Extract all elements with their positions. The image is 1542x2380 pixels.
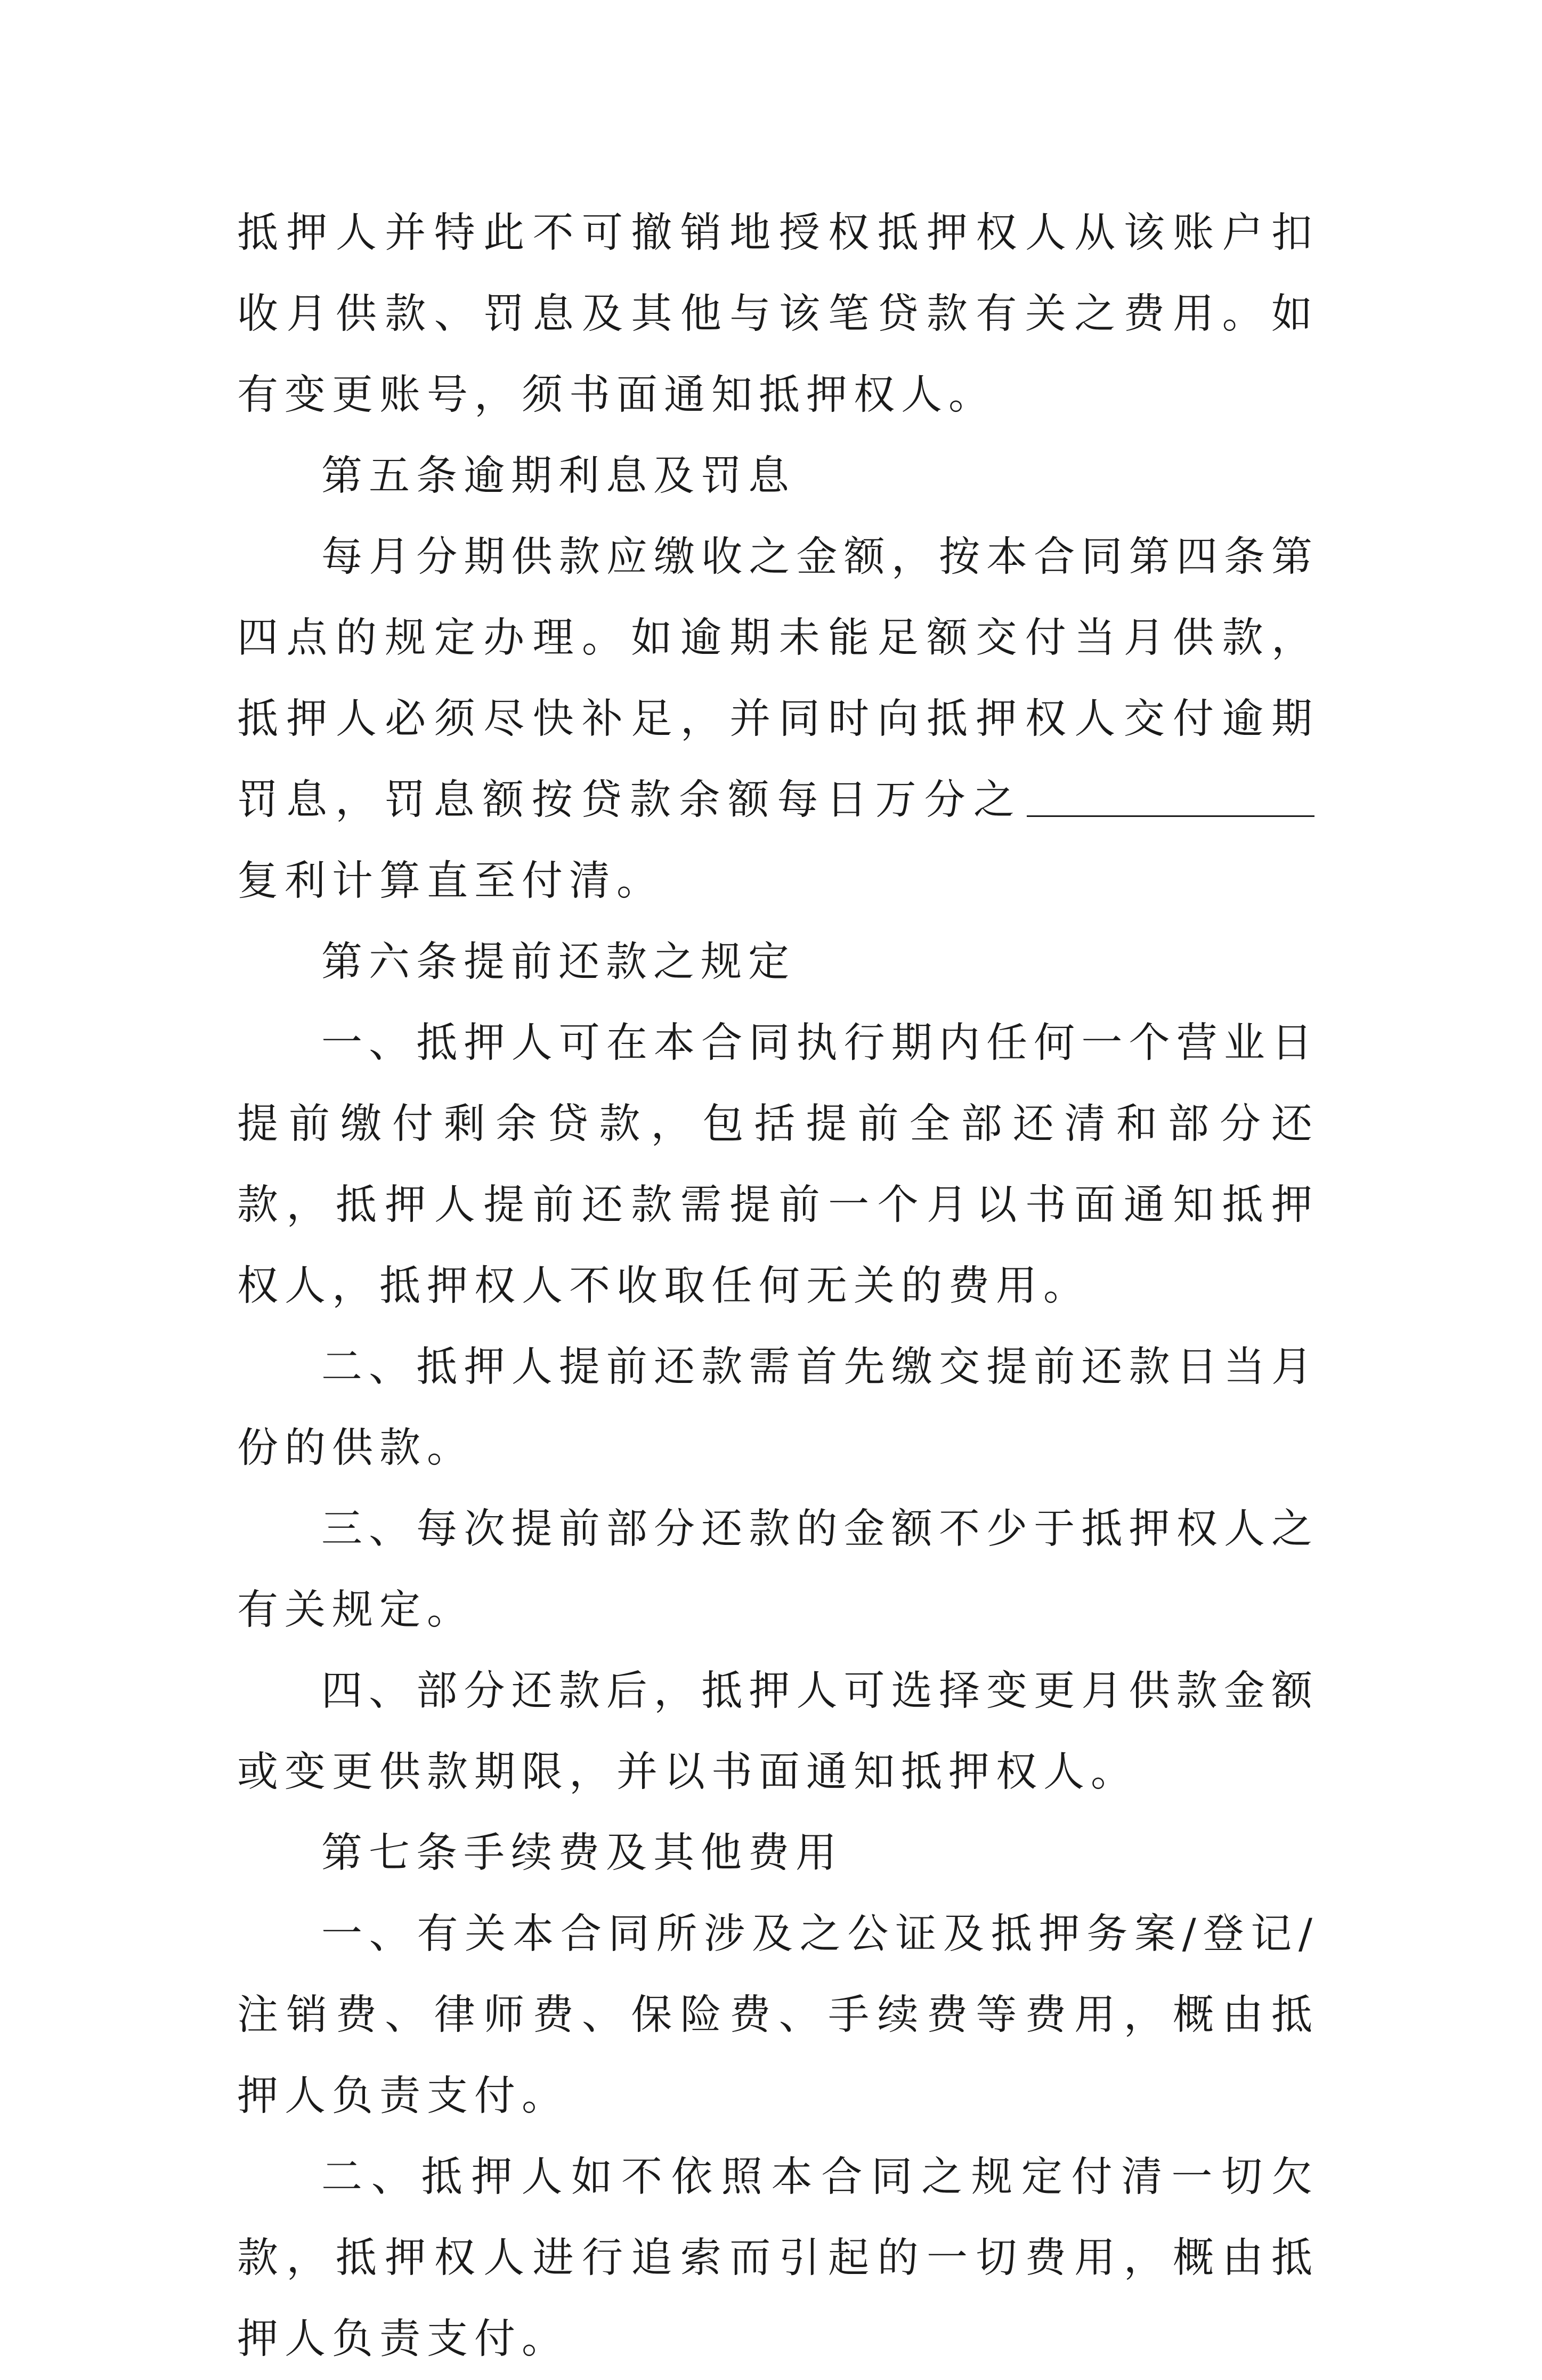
fill-in-blank <box>1027 815 1314 817</box>
clause-7-1: 一、有关本合同所涉及之公证及抵押务案/登记/注销费、律师费、保险费、手续费等费用，概由抵押人负责支付。 <box>237 1911 1319 2120</box>
section-heading-6: 第六条提前还款之规定 <box>321 938 796 986</box>
paragraph-continuation: 抵押人并特此不可撤销地授权抵押权人从该账户扣收月供款、罚息及其他与该笔贷款有关之费用。如有变更账号，须书面通知抵押权人。 <box>237 209 1319 419</box>
clause-6-2: 二、抵押人提前还款需首先缴交提前还款日当月份的供款。 <box>237 1343 1319 1472</box>
clause-6-4: 四、部分还款后，抵押人可选择变更月供款金额或变更供款期限，并以书面通知抵押权人。 <box>237 1667 1319 1796</box>
document-body <box>237 193 1319 2380</box>
section-heading-5: 第五条逾期利息及罚息 <box>321 452 796 500</box>
paragraph-penalty <box>237 517 1319 922</box>
paragraph-penalty-tail: 复利计算直至付清。 <box>237 857 664 905</box>
paragraph-penalty-text: 每月分期供款应缴收之金额，按本合同第四条第四点的规定办理。如逾期未能足额交付当月供款，抵押人必须尽快补足，并同时向抵押权人交付逾期罚息，罚息额按贷款余额每日万分之 <box>237 533 1319 824</box>
clause-6-3: 三、每次提前部分还款的金额不少于抵押权人之有关规定。 <box>237 1505 1319 1634</box>
section-heading-7: 第七条手续费及其他费用 <box>321 1829 843 1877</box>
clause-6-1: 一、抵押人可在本合同执行期内任何一个营业日提前缴付剩余贷款，包括提前全部还清和部分还款，抵押人提前还款需提前一个月以书面通知抵押权人，抵押权人不收取任何无关的费用。 <box>237 1019 1319 1310</box>
clause-7-2: 二、抵押人如不依照本合同之规定付清一切欠款，抵押权人进行追索而引起的一切费用，概由抵押人负责支付。 <box>237 2154 1319 2363</box>
